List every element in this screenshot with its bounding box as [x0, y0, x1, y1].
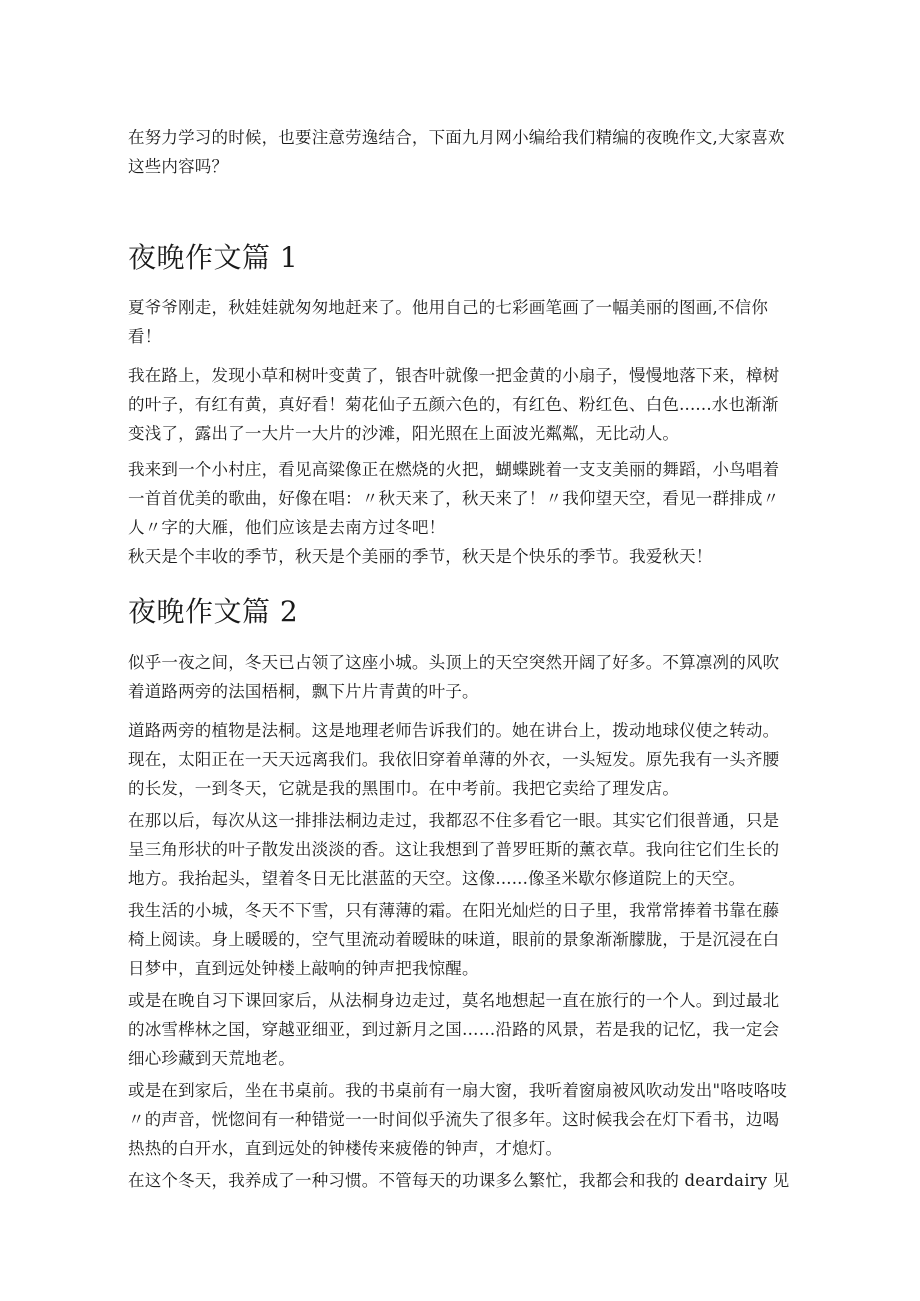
section-1-title: 夜晚作文篇 1: [128, 241, 299, 274]
section-2-paragraph-2: 道路两旁的植物是法桐。这是地理老师告诉我们的。她在讲台上，拨动地球仪使之转动。现在，太阳正在一天天远离我们。我依旧穿着单薄的外衣，一头短发。原先我有一头齐腰的长发，一到冬天，它就是我的黑围巾。在中考前。我把它卖给了理发店。: [128, 721, 780, 798]
section-1-paragraph-4: 秋天是个丰收的季节，秋天是个美丽的季节，秋天是个快乐的季节。我爱秋天！: [128, 547, 713, 566]
section-2-paragraph-7: 在这个冬天，我养成了一种习惯。不管每天的功课多么繁忙，我都会和我的 deardairy 见: [128, 1171, 790, 1190]
section-1-paragraph-3: 我来到一个小村庄，看见高粱像正在燃烧的火把，蝴蝶跳着一支支美丽的舞蹈，小鸟唱着一首首优美的歌曲，好像在唱：〃秋天来了，秋天来了！〃我仰望天空，看见一群排成〃人〃字的大雁，他们应该是去南方过冬吧！: [128, 460, 780, 537]
section-1-paragraph-1: 夏爷爷刚走，秋娃娃就匆匆地赶来了。他用自己的七彩画笔画了一幅美丽的图画,不信你看！: [128, 298, 769, 346]
section-2-paragraph-3: 在那以后，每次从这一排排法桐边走过，我都忍不住多看它一眼。其实它们很普通，只是呈三角形状的叶子散发出淡淡的香。这让我想到了普罗旺斯的薰衣草。我向往它们生长的地方。我抬起头，望着冬日无比湛蓝的天空。这像......像圣米歇尔修道院上的天空。: [128, 811, 780, 888]
section-2-title: 夜晚作文篇 2: [128, 595, 299, 628]
section-2-paragraph-6: 或是在到家后，坐在书桌前。我的书桌前有一扇大窗，我听着窗扇被风吹动发出"咯吱咯吱〃的声音，恍惚间有一种错觉一一时间似乎流失了很多年。这时候我会在灯下看书，边喝热热的白开水，直到远处的钟楼传来疲倦的钟声，才熄灯。: [128, 1081, 788, 1158]
section-2-paragraph-4: 我生活的小城，冬天不下雪，只有薄薄的霜。在阳光灿烂的日子里，我常常捧着书靠在藤椅上阅读。身上暖暖的，空气里流动着暧昧的味道，眼前的景象渐渐朦胧，于是沉浸在白日梦中，直到远处钟楼上敲响的钟声把我惊醒。: [128, 901, 780, 978]
section-2-paragraph-1: 似乎一夜之间，冬天已占领了这座小城。头顶上的天空突然开阔了好多。不算凛冽的风吹着道路两旁的法国梧桐，飘下片片青黄的叶子。: [128, 653, 780, 701]
intro-paragraph: 在努力学习的时候，也要注意劳逸结合，下面九月网小编给我们精编的夜晚作文,大家喜欢这些内容吗？: [128, 128, 785, 176]
section-1-paragraph-2: 我在路上，发现小草和树叶变黄了，银杏叶就像一把金黄的小扇子，慢慢地落下来，樟树的叶子，有红有黄，真好看！菊花仙子五颜六色的，有红色、粉红色、白色......水也渐渐变浅了，露出了一大片一大片的沙滩，阳光照在上面波光粼粼，无比动人。: [128, 366, 780, 443]
section-2-paragraph-5: 或是在晚自习下课回家后，从法桐身边走过，莫名地想起一直在旅行的一个人。到过最北的冰雪桦林之国，穿越亚细亚，到过新月之国……沿路的风景，若是我的记忆，我一定会细心珍藏到天荒地老。: [128, 991, 780, 1068]
